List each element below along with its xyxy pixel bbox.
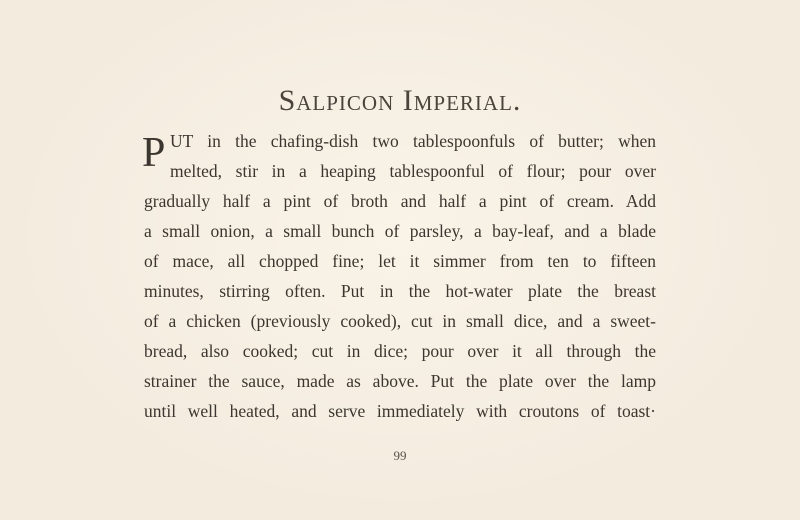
text-line: melted, stir in a heaping tablespoonful of flour; pour over (170, 161, 656, 181)
text-line: minutes, stirring often. Put in the hot-water plate the breast (144, 281, 656, 301)
text-line: gradually half a pint of broth and half a pint of cream. Add (144, 191, 656, 211)
text-line: strainer the sauce, made as above. Put the plate over the lamp (144, 371, 656, 391)
text-line: of mace, all chopped fine; let it simmer from ten to fifteen (144, 251, 656, 271)
recipe-text (144, 126, 656, 426)
text-line-content: UT in the chafing-dish two tablespoonfuls of butter; when (170, 131, 656, 151)
text-line: a small onion, a small bunch of parsley, a bay-leaf, and a blade (144, 221, 656, 241)
text-line: until well heated, and serve immediately with croutons of toast· (144, 401, 656, 421)
drop-cap: P (142, 130, 166, 176)
page-number: 99 (393, 448, 407, 463)
text-line: of a chicken (previously cooked), cut in small dice, and a sweet- (144, 311, 656, 331)
recipe-title: Salpicon Imperial. (278, 84, 522, 117)
text-line: bread, also cooked; cut in dice; pour over it all through the (144, 341, 656, 361)
